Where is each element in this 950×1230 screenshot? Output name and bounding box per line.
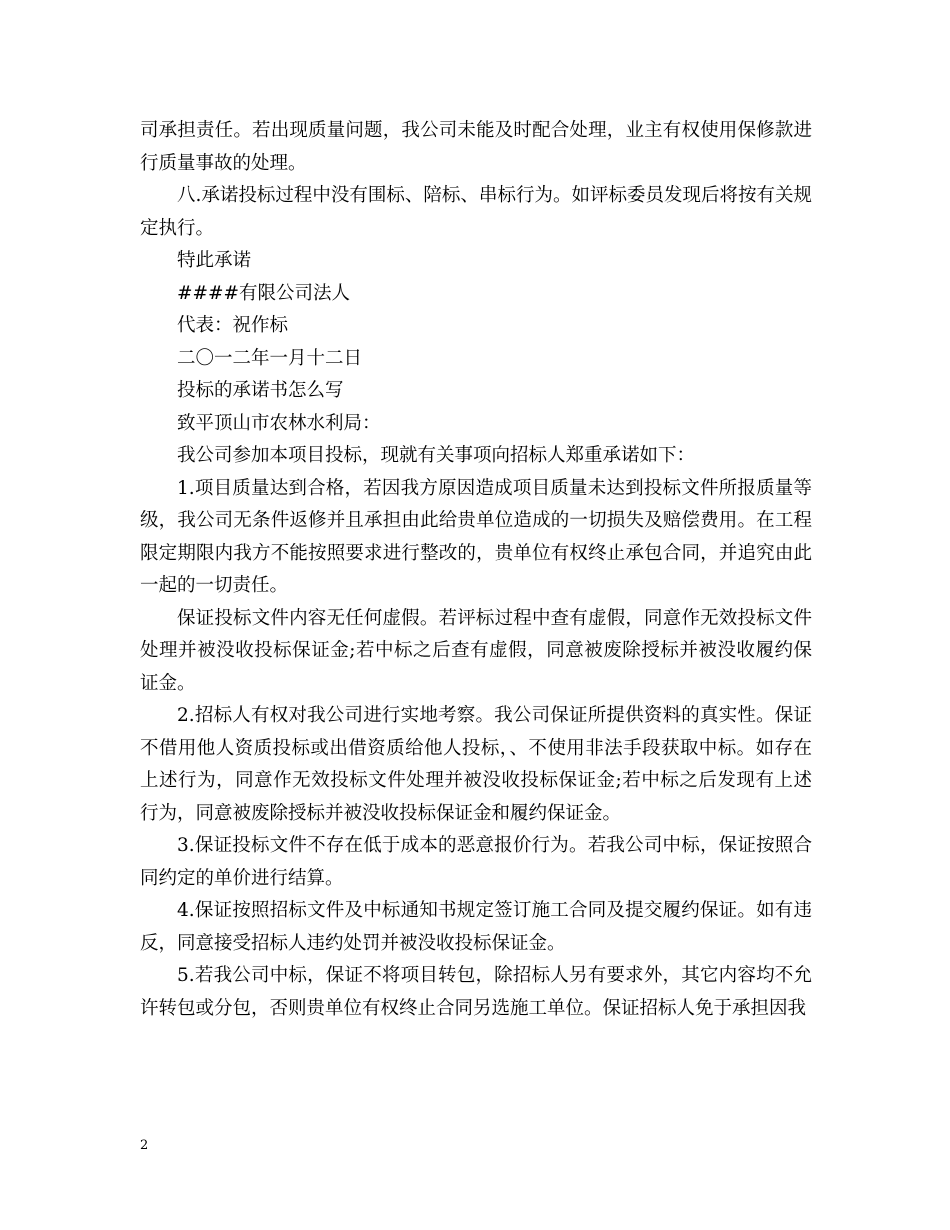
paragraph: 投标的承诺书怎么写: [177, 380, 344, 401]
paragraph: 特此承诺: [177, 250, 252, 271]
paragraph: 1.项目质量达到合格，若因我方原因造成项目质量未达到投标文件所报质量等级，我公司无条件返修并且承担由此给贵单位造成的一切损失及赔偿费用。在工程限定期限内我方不能按照要求进行整改的，贵单位有权终止承包合同，并追究由此一起的一切责任。: [140, 477, 812, 596]
page-number: 2: [140, 1138, 149, 1153]
paragraph: ####有限公司法人: [177, 282, 351, 304]
paragraph: 致平顶山市农林水利局：: [177, 412, 381, 434]
paragraph: 4.保证按照招标文件及中标通知书规定签订施工合同及提交履约保证。如有违反，同意接受招标人违约处罚并被没收投标保证金。: [140, 900, 812, 954]
paragraph: 保证投标文件内容无任何虚假。若评标过程中查有虚假，同意作无效投标文件处理并被没收投标保证金;若中标之后查有虚假，同意被废除授标并被没收履约保证金。: [140, 607, 812, 694]
paragraph: 代表：祝作标: [177, 315, 289, 336]
paragraph: 我公司参加本项目投标，现就有关事项向招标人郑重承诺如下：: [177, 445, 696, 466]
paragraph: 5.若我公司中标，保证不将项目转包，除招标人另有要求外，其它内容均不允许转包或分包，否则贵单位有权终止合同另选施工单位。保证招标人免于承担因我: [140, 965, 812, 1019]
paragraph: 司承担责任。若出现质量问题，我公司未能及时配合处理，业主有权使用保修款进行质量事故的处理。: [140, 120, 812, 174]
paragraph: 八.承诺投标过程中没有围标、陪标、串标行为。如评标委员发现后将按有关规定执行。: [140, 185, 812, 239]
document-body: [140, 115, 812, 1025]
paragraph: 3.保证投标文件不存在低于成本的恶意报价行为。若我公司中标，保证按照合同约定的单价进行结算。: [140, 835, 812, 889]
paragraph: 二〇一二年一月十二日: [177, 347, 363, 369]
paragraph: 2.招标人有权对我公司进行实地考察。我公司保证所提供资料的真实性。保证不借用他人资质投标或出借资质给他人投标，、不使用非法手段获取中标。如存在上述行为，同意作无效投标文件处理并被没收投标保证金;若中标之后发现有上述行为，同意被废除授标并被没收投标保证金和履约保证金。: [140, 705, 812, 824]
